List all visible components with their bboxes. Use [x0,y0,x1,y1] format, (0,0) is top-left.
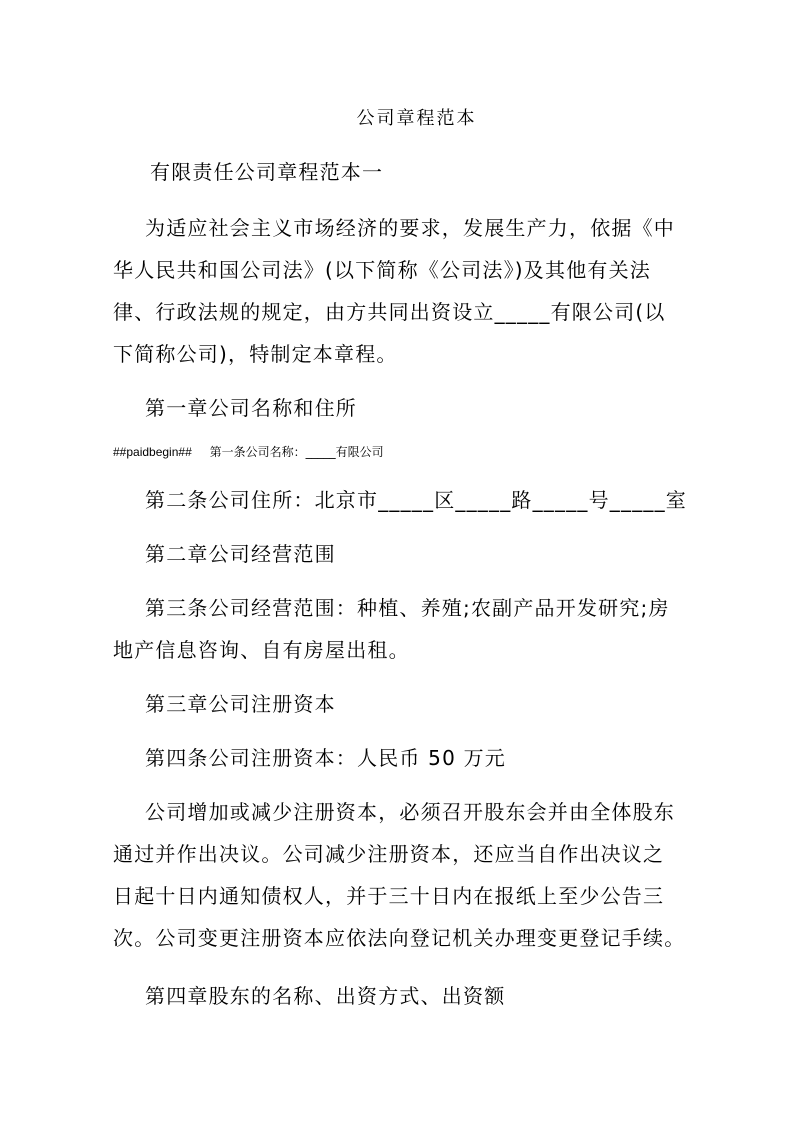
capital-paragraph-line-1: 公司增加或减少注册资本，必须召开股东会并由全体股东 [145,800,675,824]
chapter-1-article-1-row [113,444,693,460]
article-3-line-1: 第三条公司经营范围：种植、养殖;农副产品开发研究;房 [145,596,670,620]
article-1: 第一条公司名称：_____有限公司 [209,445,384,459]
paid-begin-marker: ##paidbegin## [113,445,192,459]
preamble-line-3: 律、行政法规的规定，由方共同出资设立_____有限公司(以 [113,300,666,324]
article-3-line-2: 地产信息咨询、自有房屋出租。 [113,638,410,662]
capital-paragraph-line-4: 次。公司变更注册资本应依法向登记机关办理变更登记手续。 [113,926,686,950]
chapter-1-heading: 第一章公司名称和住所 [145,396,357,420]
preamble-line-4: 下简称公司)，特制定本章程。 [113,342,398,366]
capital-paragraph-line-3: 日起十日内通知债权人，并于三十日内在报纸上至少公告三 [113,884,665,908]
capital-paragraph-line-2: 通过并作出决议。公司减少注册资本，还应当自作出决议之 [113,842,665,866]
chapter-3-heading: 第三章公司注册资本 [145,692,336,716]
preamble-line-2: 华人民共和国公司法》(以下简称《公司法》)及其他有关法 [113,258,652,282]
preamble-line-1: 为适应社会主义市场经济的要求，发展生产力，依据《中 [145,216,675,240]
article-2: 第二条公司住所：北京市_____区_____路_____号_____室 [145,488,687,512]
chapter-2-heading: 第二章公司经营范围 [145,542,336,566]
chapter-4-heading: 第四章股东的名称、出资方式、出资额 [145,984,506,1008]
article-4: 第四条公司注册资本：人民币 50 万元 [145,746,506,770]
document-subtitle: 有限责任公司章程范本一 [150,160,384,184]
document-title: 公司章程范本 [356,108,477,129]
